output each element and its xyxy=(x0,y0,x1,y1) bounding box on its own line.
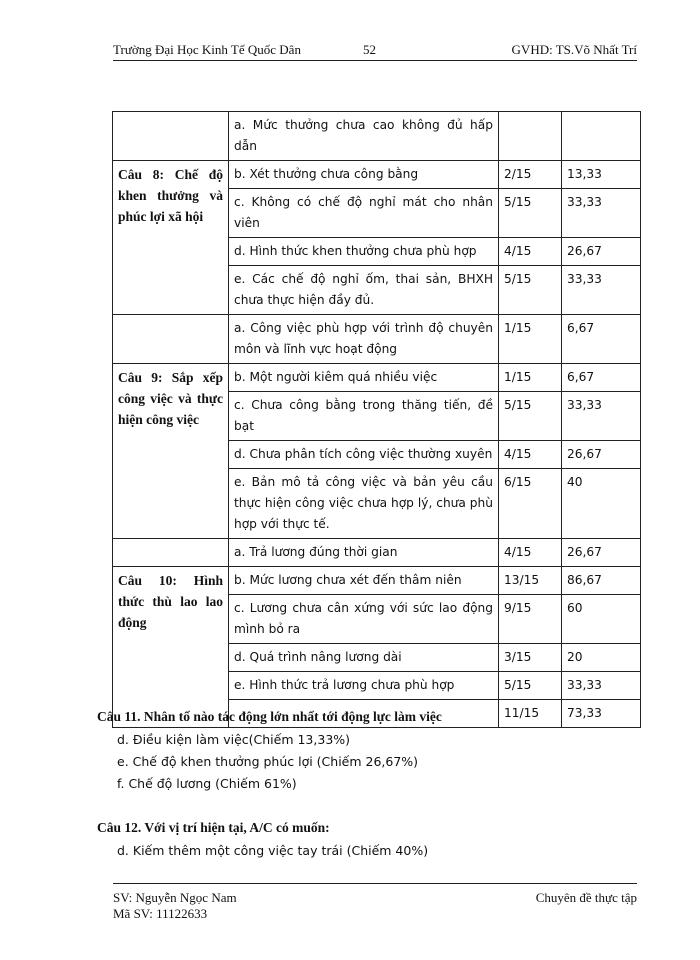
survey-table xyxy=(112,111,641,728)
count-cell: 6/15 xyxy=(499,469,562,539)
option-cell: b. Mức lương chưa xét đến thâm niên xyxy=(229,567,499,595)
question-11-title: Câu 11. Nhân tố nào tác động lớn nhất tới động lực làm việc xyxy=(97,709,442,724)
percent-cell: 6,67 xyxy=(562,364,641,392)
option-cell: c. Chưa công bằng trong thăng tiến, đề bạt xyxy=(229,392,499,441)
question-9-title: Câu 9: Sắp xếp công việc và thực hiện công việc xyxy=(113,364,229,539)
option-cell: d. Hình thức khen thưởng chưa phù hợp xyxy=(229,238,499,266)
footer-student-id: Mã SV: 11122633 xyxy=(113,906,208,921)
table-row xyxy=(113,161,641,189)
list-item: f. Chế độ lương (Chiếm 61%) xyxy=(117,776,297,791)
count-cell: 5/15 xyxy=(499,672,562,700)
option-cell: b. Một người kiêm quá nhiều việc xyxy=(229,364,499,392)
count-cell: 4/15 xyxy=(499,441,562,469)
count-cell: 13/15 xyxy=(499,567,562,595)
table-row xyxy=(113,315,641,364)
page-header xyxy=(113,40,637,61)
question-8-title: Câu 8: Chế độ khen thưởng và phúc lợi xã hội xyxy=(113,161,229,315)
header-advisor: GVHD: TS.Võ Nhất Trí xyxy=(511,42,637,57)
count-cell: 11/15 xyxy=(499,700,562,728)
option-cell: d. Chưa phân tích công việc thường xuyên xyxy=(229,441,499,469)
percent-cell: 33,33 xyxy=(562,672,641,700)
count-cell: 1/15 xyxy=(499,315,562,364)
header-page-number: 52 xyxy=(363,42,376,57)
question-cell xyxy=(113,539,229,567)
count-cell xyxy=(499,112,562,161)
option-cell: a. Trả lương đúng thời gian xyxy=(229,539,499,567)
percent-cell: 60 xyxy=(562,595,641,644)
percent-cell: 13,33 xyxy=(562,161,641,189)
count-cell: 5/15 xyxy=(499,392,562,441)
table-row xyxy=(113,539,641,567)
option-cell: b. Xét thưởng chưa công bằng xyxy=(229,161,499,189)
option-cell: c. Không có chế độ nghỉ mát cho nhân viên xyxy=(229,189,499,238)
percent-cell: 40 xyxy=(562,469,641,539)
count-cell: 5/15 xyxy=(499,189,562,238)
percent-cell: 26,67 xyxy=(562,238,641,266)
option-cell: c. Lương chưa cân xứng với sức lao động mình bỏ ra xyxy=(229,595,499,644)
count-cell: 4/15 xyxy=(499,539,562,567)
percent-cell: 86,67 xyxy=(562,567,641,595)
percent-cell: 26,67 xyxy=(562,441,641,469)
count-cell: 5/15 xyxy=(499,266,562,315)
percent-cell: 33,33 xyxy=(562,189,641,238)
table-row xyxy=(113,112,641,161)
count-cell: 4/15 xyxy=(499,238,562,266)
option-cell: d. Quá trình nâng lương dài xyxy=(229,644,499,672)
percent-cell: 33,33 xyxy=(562,266,641,315)
option-cell: e. Hình thức trả lương chưa phù hợp xyxy=(229,672,499,700)
header-school: Trường Đại Học Kinh Tế Quốc Dân xyxy=(113,42,301,57)
question-12-title: Câu 12. Với vị trí hiện tại, A/C có muốn: xyxy=(97,820,330,835)
table-row xyxy=(113,364,641,392)
percent-cell: 33,33 xyxy=(562,392,641,441)
option-cell: a. Mức thưởng chưa cao không đủ hấp dẫn xyxy=(229,112,499,161)
percent-cell: 6,67 xyxy=(562,315,641,364)
count-cell: 1/15 xyxy=(499,364,562,392)
percent-cell: 20 xyxy=(562,644,641,672)
option-cell: e. Các chế độ nghỉ ốm, thai sản, BHXH chưa thực hiện đầy đủ. xyxy=(229,266,499,315)
count-cell: 2/15 xyxy=(499,161,562,189)
question-11-section xyxy=(97,709,657,798)
list-item: e. Chế độ khen thưởng phúc lợi (Chiếm 26,67%) xyxy=(117,754,419,769)
list-item: d. Kiếm thêm một công việc tay trái (Chiếm 40%) xyxy=(117,843,429,858)
count-cell: 9/15 xyxy=(499,595,562,644)
footer-doc-type: Chuyên đề thực tập xyxy=(535,890,637,905)
option-cell: e. Bản mô tả công việc và bản yêu cầu thực hiện công việc chưa hợp lý, chưa phù hợp với thực tế. xyxy=(229,469,499,539)
question-10-title: Câu 10: Hình thức thù lao lao động xyxy=(113,567,229,728)
percent-cell: 73,33 xyxy=(562,700,641,728)
option-cell: a. Công việc phù hợp với trình độ chuyên môn và lĩnh vực hoạt động xyxy=(229,315,499,364)
question-cell xyxy=(113,112,229,161)
percent-cell xyxy=(562,112,641,161)
count-cell: 3/15 xyxy=(499,644,562,672)
table-row xyxy=(113,567,641,595)
question-cell xyxy=(113,315,229,364)
footer-student: SV: Nguyễn Ngọc Nam xyxy=(113,890,237,905)
percent-cell: 26,67 xyxy=(562,539,641,567)
page-footer xyxy=(113,883,637,921)
question-12-section xyxy=(97,820,657,865)
list-item: d. Điều kiện làm việc(Chiếm 13,33%) xyxy=(117,732,351,747)
